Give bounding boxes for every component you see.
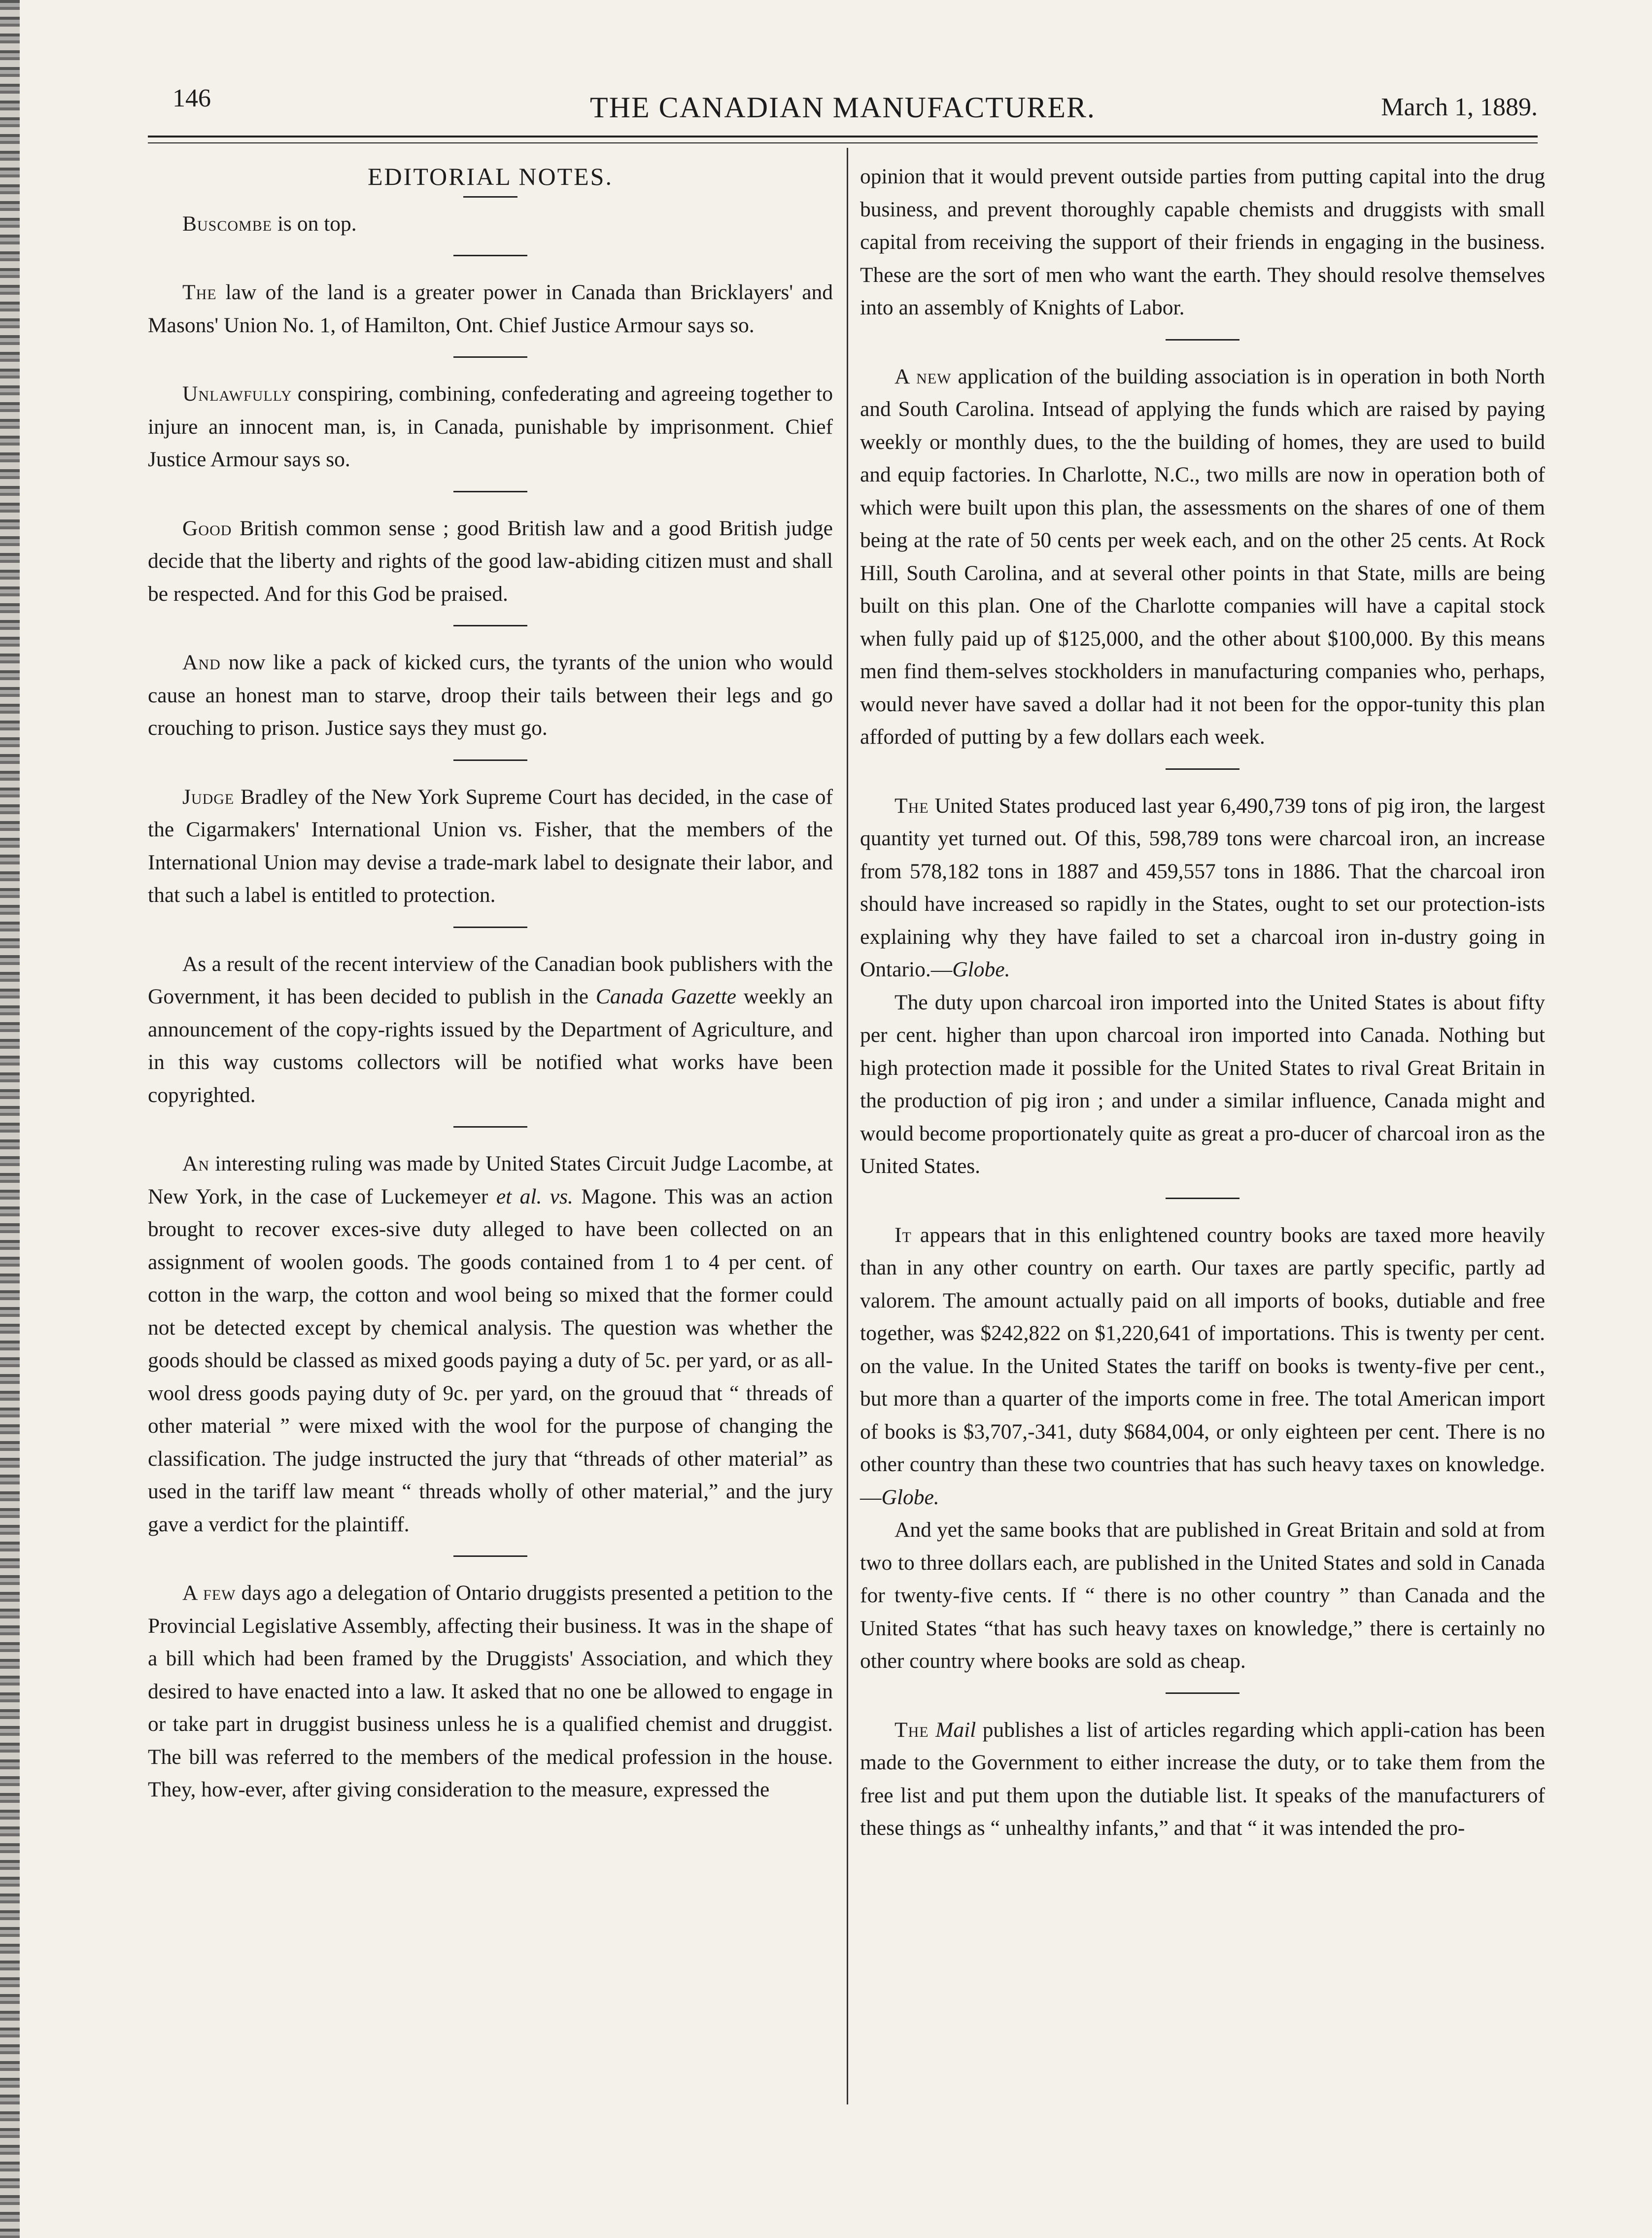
- separator-rule: [1166, 1198, 1239, 1199]
- right-column: [860, 160, 1545, 1845]
- note-text: weekly an announcement of the copy-rights issued by the Department of Agriculture, and in this way customs collectors will be notified what works have been copyrighted.: [148, 985, 833, 1107]
- editorial-note: [860, 1219, 1545, 1514]
- editorial-note: [148, 207, 833, 241]
- note-italic: Mail: [935, 1718, 976, 1742]
- separator-rule: [1166, 1692, 1239, 1694]
- note-text: appears that in this enlightened country books are taxed more heavily than in any other country on earth. Our taxes are partly specific, partly ad valorem. The amount actually paid on all imports of books, dutiable and free together, was $242,822 on $1,220,641 of importations. This is twenty per cent. on the value. In the United States the tariff on books is twenty-five per cent., but more than a quarter of the imports come in free. The total American import of books is $3,707,-341, duty $684,004, or only eighteen per cent. There is no other country than these two countries that has such heavy taxes on knowledge.—: [860, 1223, 1545, 1509]
- editorial-note: [148, 1577, 833, 1806]
- issue-date: March 1, 1889.: [1381, 93, 1538, 121]
- editorial-note: [148, 646, 833, 745]
- note-lead: An: [182, 1152, 210, 1175]
- note-text: Bradley of the New York Supreme Court has decided, in the case of the Cigarmakers' International Union vs. Fisher, that the members of the International Union may devise a trade-mark label to designate their labor, and that such a label is entitled to protection.: [148, 785, 833, 907]
- separator-rule: [453, 625, 527, 626]
- editorial-note: [148, 1147, 833, 1541]
- separator-rule: [1166, 768, 1239, 770]
- note-text: conspiring, combining, confederating and agreeing together to injure an innocent man, is, in Canada, punishable by imprisonment. Chief Justice Armour says so.: [148, 382, 833, 471]
- note-lead: A few: [182, 1581, 236, 1605]
- note-text: now like a pack of kicked curs, the tyrants of the union who would cause an honest man to starve, droop their tails between their legs and go crouching to prison. Justice says they must go.: [148, 651, 833, 740]
- note-lead: The: [182, 280, 217, 304]
- page-header: [148, 84, 1538, 138]
- note-text: interesting ruling was made by United States Circuit Judge Lacombe, at New York, in the case of Luckemeyer: [148, 1152, 833, 1208]
- editorial-note-continued: opinion that it would prevent outside parties from putting capital into the drug business, and prevent thoroughly capable chemists and druggists with small capital from receiving the support of their friends in engaging in the business. These are the sort of men who want the earth. They should resolve themselves into an assembly of Knights of Labor.: [860, 165, 1545, 319]
- note-lead: The: [895, 793, 929, 818]
- page-number: 146: [172, 84, 211, 112]
- note-text: Magone. This was an action brought to recover exces-sive duty alleged to have been collected on an assignment of woolen goods. The goods contained from 1 to 4 per cent. of cotton in the warp, the cotton and wool being so mixed that the former could not be detected except by chemical analysis. The question was whether the goods should be classed as mixed goods paying a duty of 5c. per yard, or as all-wool dress goods paying duty of 9c. per yard, on the grouud that “ threads of other material ” were mixed with the wool for the purpose of changing the classification. The judge instructed the jury that “threads of other material” as used in the tariff law meant “ threads wholly of other material,” and the jury gave a verdict for the plaintiff.: [148, 1184, 833, 1536]
- separator-rule: [453, 491, 527, 492]
- note-source: Globe.: [881, 1485, 939, 1509]
- separator-rule: [453, 927, 527, 928]
- editorial-note: [148, 378, 833, 476]
- note-lead: Buscombe: [182, 211, 273, 236]
- editorial-note: [148, 781, 833, 912]
- note-lead: A new: [895, 364, 952, 388]
- note-text: is on top.: [272, 211, 357, 236]
- note-text: application of the building association is in operation in both North and South Carolina. Intsead of applying the funds which are raised by paying weekly or monthly dues, to the the building of homes, they are used to build and equip factories. In Charlotte, N.C., two mills are now in operation both of which were built upon this plan, the assessments on the shares of one of them being at the rate of 50 cents per week each, and on the other 25 cents. At Rock Hill, South Carolina, and at several other points in that State, mills are being built on this plan. One of the Charlotte companies will have a capital stock when fully paid up of $125,000, and the other about $100,000. By this means men find them-selves stockholders in manufacturing companies who, perhaps, would never have saved a dollar had it not been for the oppor-tunity this plan afforded of putting by a few dollars each week.: [860, 364, 1545, 749]
- editorial-note: [860, 1714, 1545, 1845]
- editorial-note: [860, 360, 1545, 754]
- note-lead: The: [895, 1718, 929, 1742]
- separator-rule: [453, 1126, 527, 1128]
- separator-rule: [463, 196, 517, 198]
- editorial-note: [148, 276, 833, 342]
- editorial-note: The duty upon charcoal iron imported into the United States is about fifty per cent. higher than upon charcoal iron imported into Canada. Nothing but high protection made it possible for the United States to rival Great Britain in the production of pig iron ; and under a similar influence, Canada might and would become proportionately quite as great a pro-ducer of charcoal iron as the United States.: [860, 990, 1545, 1178]
- note-text: As a result of the recent interview of the Canadian book publishers with the Government, it has been decided to publish in the: [148, 952, 833, 1008]
- editorial-note: [860, 790, 1545, 986]
- note-text: British common sense ; good British law and a good British judge decide that the liberty and rights of the good law-abiding citizen must and shall be respected. And for this God be praised.: [148, 516, 833, 606]
- separator-rule: [453, 255, 527, 256]
- note-lead: Unlawfully: [182, 382, 292, 406]
- note-italic: et al. vs.: [496, 1184, 573, 1208]
- journal-title: THE CANADIAN MANUFACTURER.: [590, 91, 1096, 124]
- note-text: publishes a list of articles regarding which appli-cation has been made to the Government to either increase the duty, or to take them from the free list and put them upon the dutiable list. It speaks of the manufacturers of these things as “ unhealthy infants,” and that “ it was intended the pro-: [860, 1718, 1545, 1840]
- separator-rule: [453, 759, 527, 761]
- editorial-note: [148, 512, 833, 611]
- separator-rule: [453, 356, 527, 358]
- separator-rule: [1166, 339, 1239, 341]
- note-lead: It: [895, 1223, 912, 1247]
- editorial-note: And yet the same books that are published in Great Britain and sold at from two to three dollars each, are published in the United States and sold in Canada for twenty-five cents. If “ there is no other country ” than Canada and the United States “that has such heavy taxes on knowledge,” there is certainly no other country where books are sold as cheap.: [860, 1518, 1545, 1673]
- note-text: law of the land is a greater power in Canada than Bricklayers' and Masons' Union No. 1, of Hamilton, Ont. Chief Justice Armour says so.: [148, 280, 833, 337]
- column-divider: [847, 148, 848, 2104]
- left-column: [148, 160, 833, 1806]
- note-lead: And: [182, 651, 221, 674]
- note-lead: Judge: [182, 785, 235, 809]
- note-italic: Canada Gazette: [595, 985, 736, 1008]
- note-lead: Good: [182, 516, 232, 540]
- section-heading: EDITORIAL NOTES.: [368, 163, 613, 190]
- note-source: Globe.: [952, 958, 1010, 981]
- note-text: United States produced last year 6,490,739 tons of pig iron, the largest quantity yet turned out. Of this, 598,789 tons were charcoal iron, an increase from 578,182 tons in 1887 and 459,557 tons in 1886. That the charcoal iron should have increased so rapidly in the States, ought to set our protection-ists explaining why they have failed to set a charcoal iron in-dustry going in Ontario.—: [860, 793, 1545, 981]
- page-binding-edge: [0, 0, 20, 2238]
- separator-rule: [453, 1555, 527, 1557]
- editorial-note: [148, 948, 833, 1112]
- header-rule: [148, 136, 1538, 143]
- note-text: days ago a delegation of Ontario druggists presented a petition to the Provincial Legislative Assembly, affecting their business. It was in the shape of a bill which had been framed by the Druggists' Association, and which they desired to have enacted into a law. It asked that no one be allowed to engage in or take part in druggist business unless he is a qualified chemist and druggist. The bill was referred to the members of the medical profession in the house. They, how-ever, after giving consideration to the measure, expressed the: [148, 1581, 833, 1801]
